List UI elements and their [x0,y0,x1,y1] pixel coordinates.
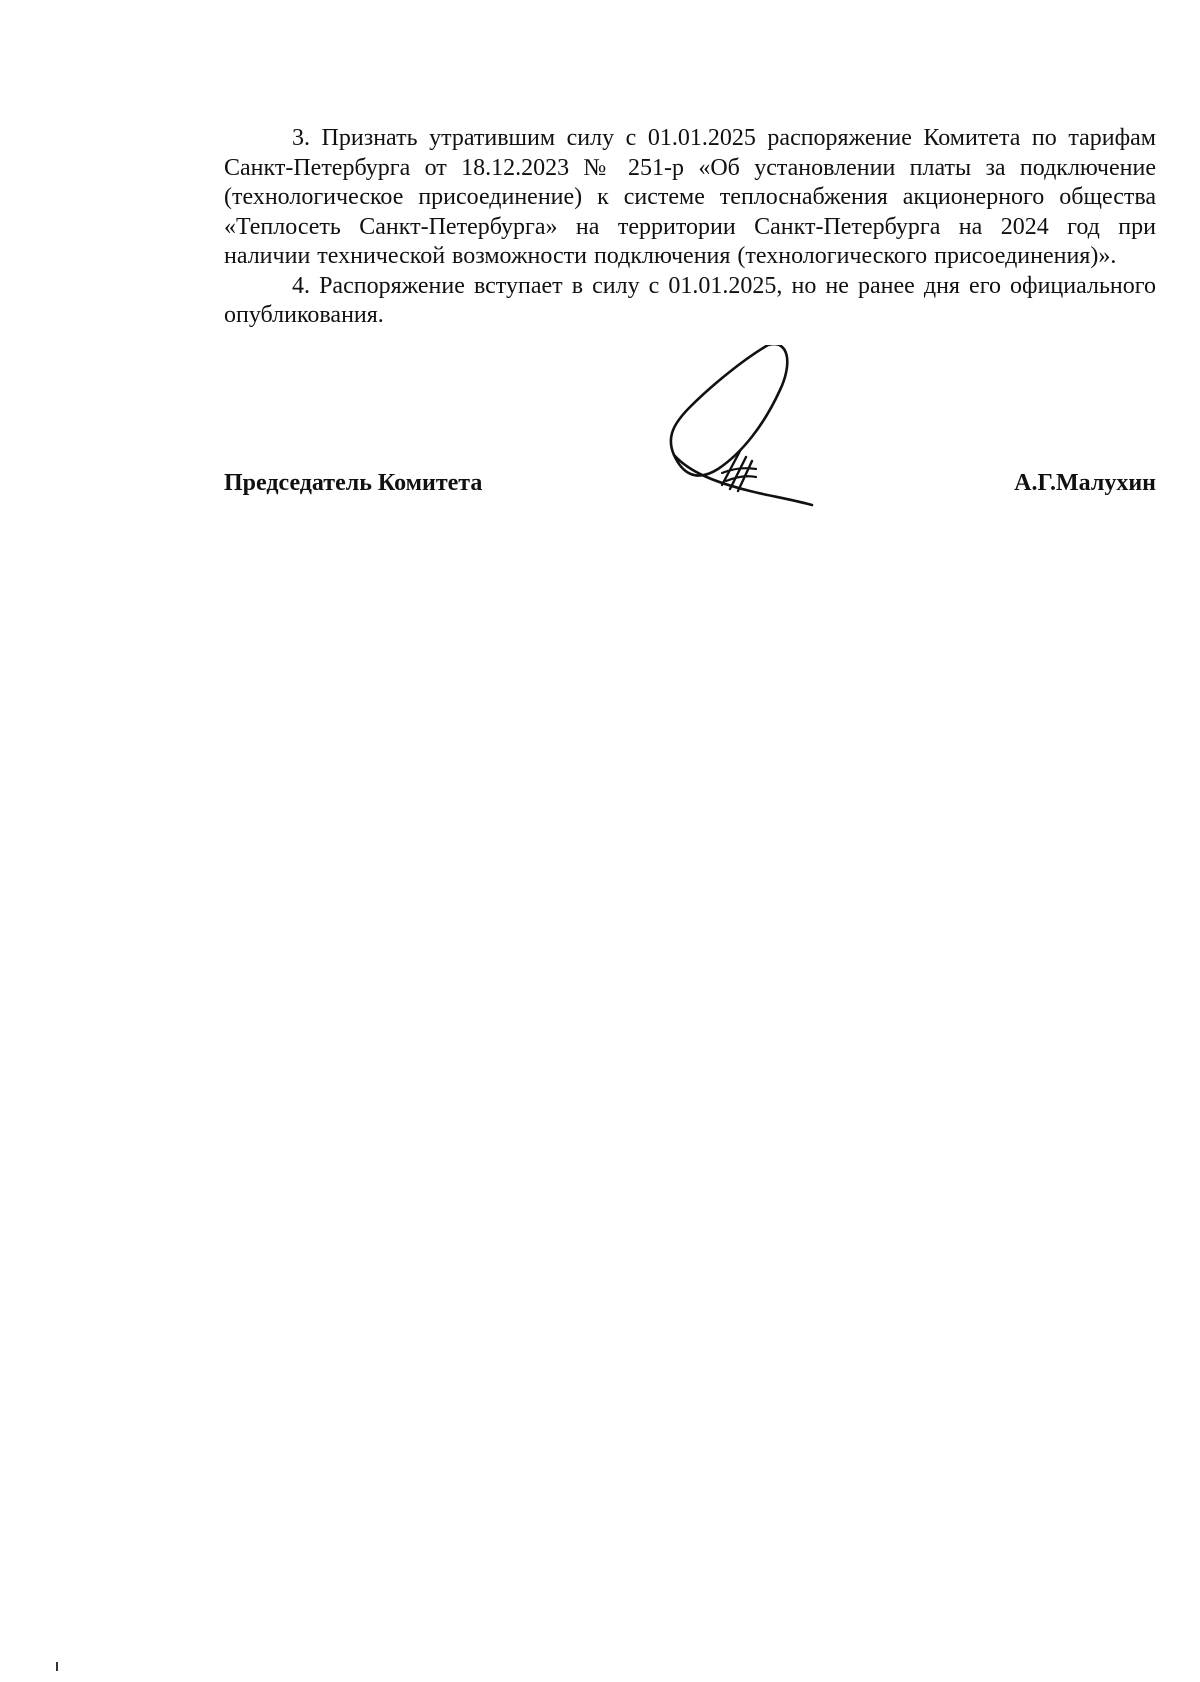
paragraph-4: 4. Распоряжение вступает в силу с 01.01.2025, но не ранее дня его официального опубликования. [224,272,1156,328]
scan-speck [56,1662,58,1671]
signer-position: Председатель Комитета [224,470,483,496]
signature-block [224,470,1156,506]
paragraph-3: 3. Признать утратившим силу с 01.01.2025 распоряжение Комитета по тарифам Санкт-Петербурга от 18.12.2023 № 251-р «Об установлении платы за подключение (технологическое присоединение) к системе теплоснабжения акционерного общества «Теплосеть Санкт-Петербурга» на территории Санкт-Петербурга на 2024 год при наличии технической возможности подключения (технологического присоединения)». [224,125,1156,269]
signer-name: А.Г.Малухин [1014,470,1156,496]
document-body [224,124,1156,331]
